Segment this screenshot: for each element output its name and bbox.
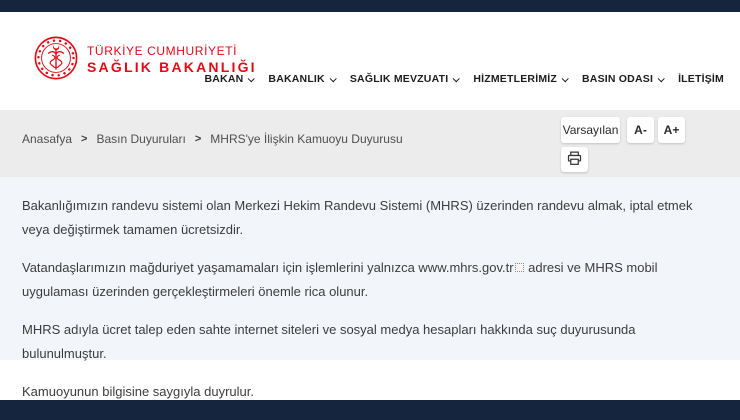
nav-item-saglik-mevzuati[interactable] — [350, 73, 458, 85]
nav-item-bakanlik[interactable] — [268, 73, 334, 85]
nav-item-iletisim[interactable] — [678, 73, 724, 85]
breadcrumb-separator: > — [194, 133, 202, 145]
nav-label: İLETİŞİM — [678, 73, 724, 85]
missing-glyph-icon — [515, 263, 524, 272]
mhrs-link[interactable]: www.mhrs.gov.tr — [418, 260, 514, 276]
printer-icon — [567, 151, 582, 169]
nav-label: BAKANLIK — [268, 73, 325, 85]
breadcrumb — [22, 132, 403, 146]
breadcrumb-band — [0, 110, 740, 177]
top-bar — [0, 0, 740, 12]
nav-label: BASIN ODASI — [582, 73, 654, 85]
chevron-down-icon — [453, 75, 460, 82]
font-increase-button[interactable]: A+ — [658, 117, 685, 143]
logo-text-line1: TÜRKİYE CUMHURİYETİ — [87, 44, 238, 59]
logo-text-line2: SAĞLIK BAKANLIĞI — [87, 59, 257, 76]
nav-item-bakan[interactable] — [204, 73, 253, 85]
ministry-emblem-icon — [34, 36, 78, 85]
nav-item-hizmetlerimiz[interactable] — [473, 73, 567, 85]
footer-bar — [0, 400, 740, 420]
breadcrumb-separator: > — [81, 133, 88, 145]
site-header — [0, 12, 740, 110]
nav-label: BAKAN — [204, 73, 244, 85]
chevron-down-icon — [330, 75, 337, 82]
chevron-down-icon — [562, 75, 569, 82]
chevron-down-icon — [658, 75, 665, 82]
paragraph-3: MHRS adıyla ücret talep eden sahte internet siteleri ve sosyal medya hesapları hakkında suç duyurusunda bulunulmuştur. — [22, 322, 636, 362]
breadcrumb-home-link[interactable]: Anasafya — [22, 132, 73, 146]
breadcrumb-current-page: MHRS'ye İlişkin Kamuoyu Duyurusu — [210, 132, 403, 146]
announcement-body — [0, 177, 740, 400]
nav-label: SAĞLIK MEVZUATI — [349, 73, 449, 85]
font-default-button[interactable]: Varsayılan — [561, 117, 620, 143]
paragraph-2-text: Vatandaşlarımızın mağduriyet yaşamamaları için işlemlerini yalnızca — [22, 260, 419, 276]
breadcrumb-press-link[interactable]: Basın Duyuruları — [96, 132, 186, 146]
paragraph-4: Kamuoyunun bilgisine saygıyla duyrulur. — [22, 384, 254, 400]
paragraph-2-text-after: adresi ve MHRS mobil uygulaması üzerinden gerçekleştirmeleri önemle rica olunur. — [22, 260, 658, 300]
chevron-down-icon — [248, 75, 255, 82]
main-nav — [204, 68, 724, 90]
print-button[interactable] — [561, 147, 588, 172]
paragraph-2 — [22, 256, 698, 304]
paragraph-1: Bakanlığımızın randevu sistemi olan Merkezi Hekim Randevu Sistemi (MHRS) üzerinden randevu almak, iptal etmek veya değiştirmek tamamen ücretsizdir. — [22, 198, 693, 238]
font-decrease-button[interactable]: A- — [627, 117, 654, 143]
nav-label: HİZMETLERİMİZ — [473, 73, 558, 85]
nav-item-basin-odasi[interactable] — [582, 73, 663, 85]
